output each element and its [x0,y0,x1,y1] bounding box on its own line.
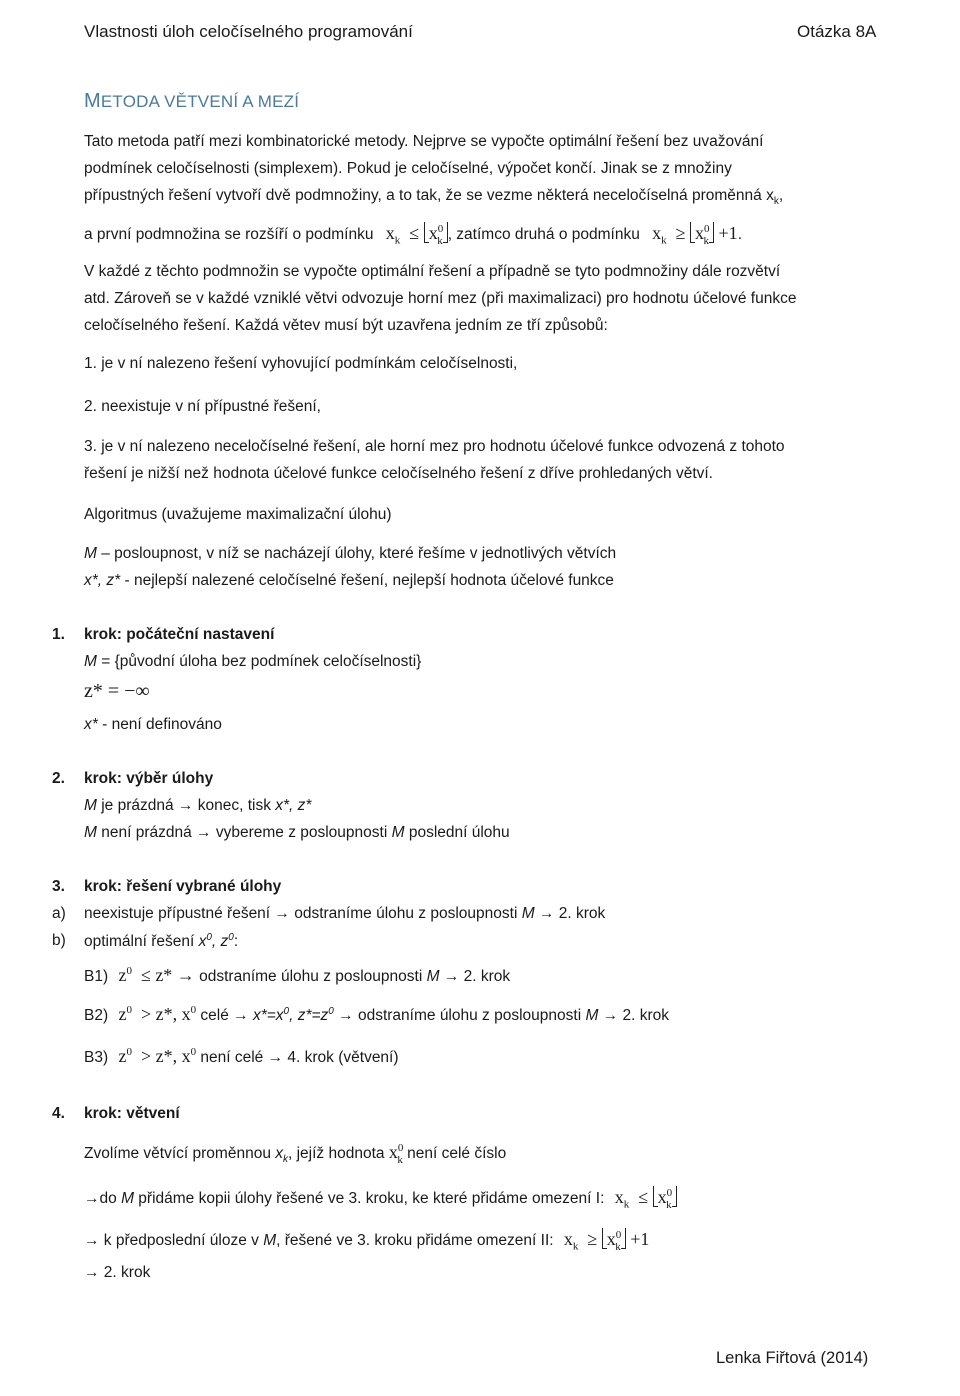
step2-title: krok: výběr úlohy [84,770,214,787]
way-1: 1. je v ní nalezeno řešení vyhovující podmínkám celočíselnosti, [84,355,518,372]
intro-line-2: podmínek celočíselnosti (simplexem). Pokud je celočíselné, výpočet končí. Jinak se z množiny [84,160,732,177]
step3-title: krok: řešení vybrané úlohy [84,878,282,895]
way-3a: 3. je v ní nalezeno neceločíselné řešení, ale horní mez pro hodnotu účelové funkce odvozená z tohoto [84,438,785,455]
step3-number: 3. [52,878,65,895]
step4-line-3: → k předposlední úloze v M, řešené ve 3. kroku přidáme omezení II: $x_k \ge x^0_k +1$ [84,1229,650,1253]
intro-line-3: přípustných řešení vytvoří dvě podmnožiny, a to tak, že se vezme některá neceločíselná proměnná $x_k$, [84,187,784,208]
intro-line-5: V každé z těchto podmnožin se vypočte optimální řešení a případně se tyto podmnožiny dále rozvětví [84,263,781,280]
intro-line-4: a první podmnožina se rozšíří o podmínku $x_k \le x^0_k$ , zatímco druhá o podmínku $x_k \ge x^0_k +1$. [84,223,742,247]
step4-title: krok: větvení [84,1105,180,1122]
step4-number: 4. [52,1105,65,1122]
section-title: METODA VĚTVENÍ A MEZÍ [84,90,300,112]
way-2: 2. neexistuje v ní přípustné řešení, [84,398,321,415]
step1-m-line: M = {původní úloha bez podmínek celočíselnosti} [84,653,422,670]
step3-b2: B2) $z^0 > z*$, $x^0$ celé → $x*=x^0$, $z*=z^0$ → odstraníme úlohu z posloupnosti M → 2. krok [84,1004,670,1024]
step1-z-line: z* = −∞ [84,680,150,702]
intro-line-6: atd. Zároveň se v každé vzniklé větvi odvozuje horní mez (při maximalizaci) pro hodnotu účelové funkce [84,290,797,307]
step4-line-4: → 2. krok [84,1264,151,1281]
header-left: Vlastnosti úloh celočíselného programování [84,22,413,41]
x-definition: x*, z* - nejlepší nalezené celočíselné řešení, nejlepší hodnota účelové funkce [84,572,614,589]
intro-line-7: celočíselného řešení. Každá větev musí být uzavřena jedním ze tří způsobů: [84,317,608,334]
way-3b: řešení je nižší než hodnota účelové funkce celočíselného řešení z dříve prohledaných větví. [84,465,713,482]
footer-author: Lenka Fiřtová (2014) [716,1349,869,1367]
header-right: Otázka 8A [797,22,877,41]
step3-b1: B1) $z^0 \le z*$ → odstraníme úlohu z posloupnosti M → 2. krok [84,965,511,985]
step3-b-text: optimální řešení $x^0$, $z^0$: [84,932,239,951]
algorithm-heading: Algoritmus (uvažujeme maximalizační úlohu) [84,506,392,523]
intro-line-1: Tato metoda patří mezi kombinatorické metody. Nejprve se vypočte optimální řešení bez uvažování [84,133,764,150]
step4-line-2: →do M přidáme kopii úlohy řešené ve 3. kroku, ke které přidáme omezení I: $x_k \le x^0_k$ [84,1186,677,1211]
step2-line-1: M je prázdná → konec, tisk x*, z* [84,797,312,814]
step3-a-text: neexistuje přípustné řešení → odstraníme úlohu z posloupnosti M → 2. krok [84,905,606,922]
step1-x-line: x* - není definováno [84,716,222,733]
m-definition: M – posloupnost, v níž se nacházejí úlohy, které řešíme v jednotlivých větvích [84,545,617,562]
step3-b-label: b) [52,932,66,949]
step1-number: 1. [52,626,65,643]
step3-a-label: a) [52,905,66,922]
step2-number: 2. [52,770,65,787]
step4-line-1: Zvolíme větvící proměnnou $x_k$, jejíž hodnota $x^0_k$ není celé číslo [84,1142,507,1166]
step3-b3: B3) $z^0 > z*$, $x^0$ není celé → 4. krok (větvení) [84,1046,399,1066]
step1-title: krok: počáteční nastavení [84,626,275,643]
step2-line-2: M není prázdná → vybereme z posloupnosti M poslední úlohu [84,824,510,841]
